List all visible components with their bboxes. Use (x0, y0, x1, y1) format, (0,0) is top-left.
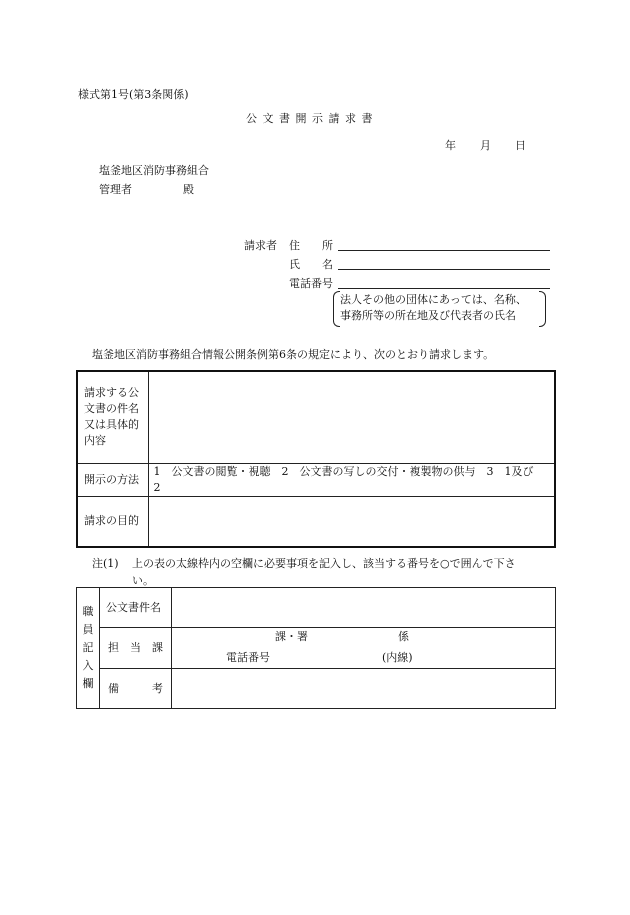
dept-label: 担 当 課 (100, 628, 172, 669)
date-day-label: 日 (515, 139, 526, 152)
staff-remarks-row (77, 669, 556, 709)
request-table (76, 370, 556, 548)
addressee-honorific: 殿 (183, 183, 194, 196)
content-input-cell[interactable] (148, 371, 555, 463)
note-line2: い。 (132, 574, 154, 587)
content-label-line4: 内容 (84, 434, 106, 448)
addressee-role: 管理者 (99, 183, 132, 196)
staff-doc-row (77, 588, 556, 628)
remarks-label: 備 考 (100, 669, 172, 709)
purpose-label-cell: 請求の目的 (77, 496, 148, 547)
content-label-line3: 又は具体的 (84, 418, 139, 432)
side-char-5: 欄 (82, 677, 94, 690)
dept-section-label: 課・署 (275, 630, 308, 643)
method-options-line2: 2 (153, 480, 161, 494)
corporate-note-line1: 法人その他の団体にあっては、名称、 (340, 293, 527, 306)
content-label-line1: 請求する公 (84, 386, 139, 400)
side-char-3: 記 (82, 641, 94, 654)
document-title: 公 文 書 開 示 請 求 書 (246, 112, 374, 125)
method-row (77, 463, 555, 496)
phone-label: 電話番号 (289, 277, 333, 290)
corporate-note-bracket (333, 291, 546, 327)
remarks-input[interactable] (172, 669, 556, 709)
method-options-cell[interactable] (148, 463, 555, 496)
address-field-line[interactable] (338, 250, 550, 251)
left-bracket (333, 291, 340, 327)
dept-unit-label: 係 (398, 630, 409, 643)
side-char-1: 職 (82, 605, 94, 618)
dept-phone-label: 電話番号 (226, 651, 270, 664)
date-month-label: 月 (480, 139, 491, 152)
purpose-input-cell[interactable] (148, 496, 555, 547)
side-char-4: 入 (82, 659, 94, 672)
address-label: 住 所 (289, 239, 333, 252)
right-bracket (539, 291, 546, 327)
form-number: 様式第1号(第3条関係) (78, 88, 189, 101)
addressee-org: 塩釜地区消防事務組合 (99, 164, 209, 177)
phone-field-line[interactable] (338, 288, 550, 289)
purpose-row (77, 496, 555, 547)
note-prefix: 注(1) (92, 557, 119, 570)
method-options-line1: 1 公文書の閲覧・視聴 2 公文書の写しの交付・複製物の供与 3 1及び (153, 464, 534, 478)
name-field-line[interactable] (338, 269, 550, 270)
dept-input[interactable] (172, 628, 556, 669)
staff-table (76, 587, 556, 709)
content-label-cell (77, 371, 148, 463)
corporate-note-line2: 事務所等の所在地及び代表者の氏名 (340, 309, 516, 322)
request-statement: 塩釜地区消防事務組合情報公開条例第6条の規定により、次のとおり請求します。 (92, 348, 495, 361)
name-label: 氏 名 (289, 258, 333, 271)
content-row (77, 371, 555, 463)
doc-name-input[interactable] (172, 588, 556, 628)
requester-label: 請求者 (244, 239, 277, 252)
side-char-2: 員 (82, 623, 94, 636)
content-label-line2: 文書の件名 (84, 402, 139, 416)
staff-dept-row (77, 628, 556, 669)
note-line1: 上の表の太線枠内の空欄に必要事項を記入し、該当する番号を○で囲んで下さ (132, 557, 516, 570)
corporate-note (340, 292, 527, 324)
dept-extension-label: (内線) (382, 651, 413, 664)
method-label-cell: 開示の方法 (77, 463, 148, 496)
doc-name-label: 公文書件名 (100, 588, 172, 628)
date-year-label: 年 (445, 139, 456, 152)
staff-side-label (77, 588, 100, 709)
